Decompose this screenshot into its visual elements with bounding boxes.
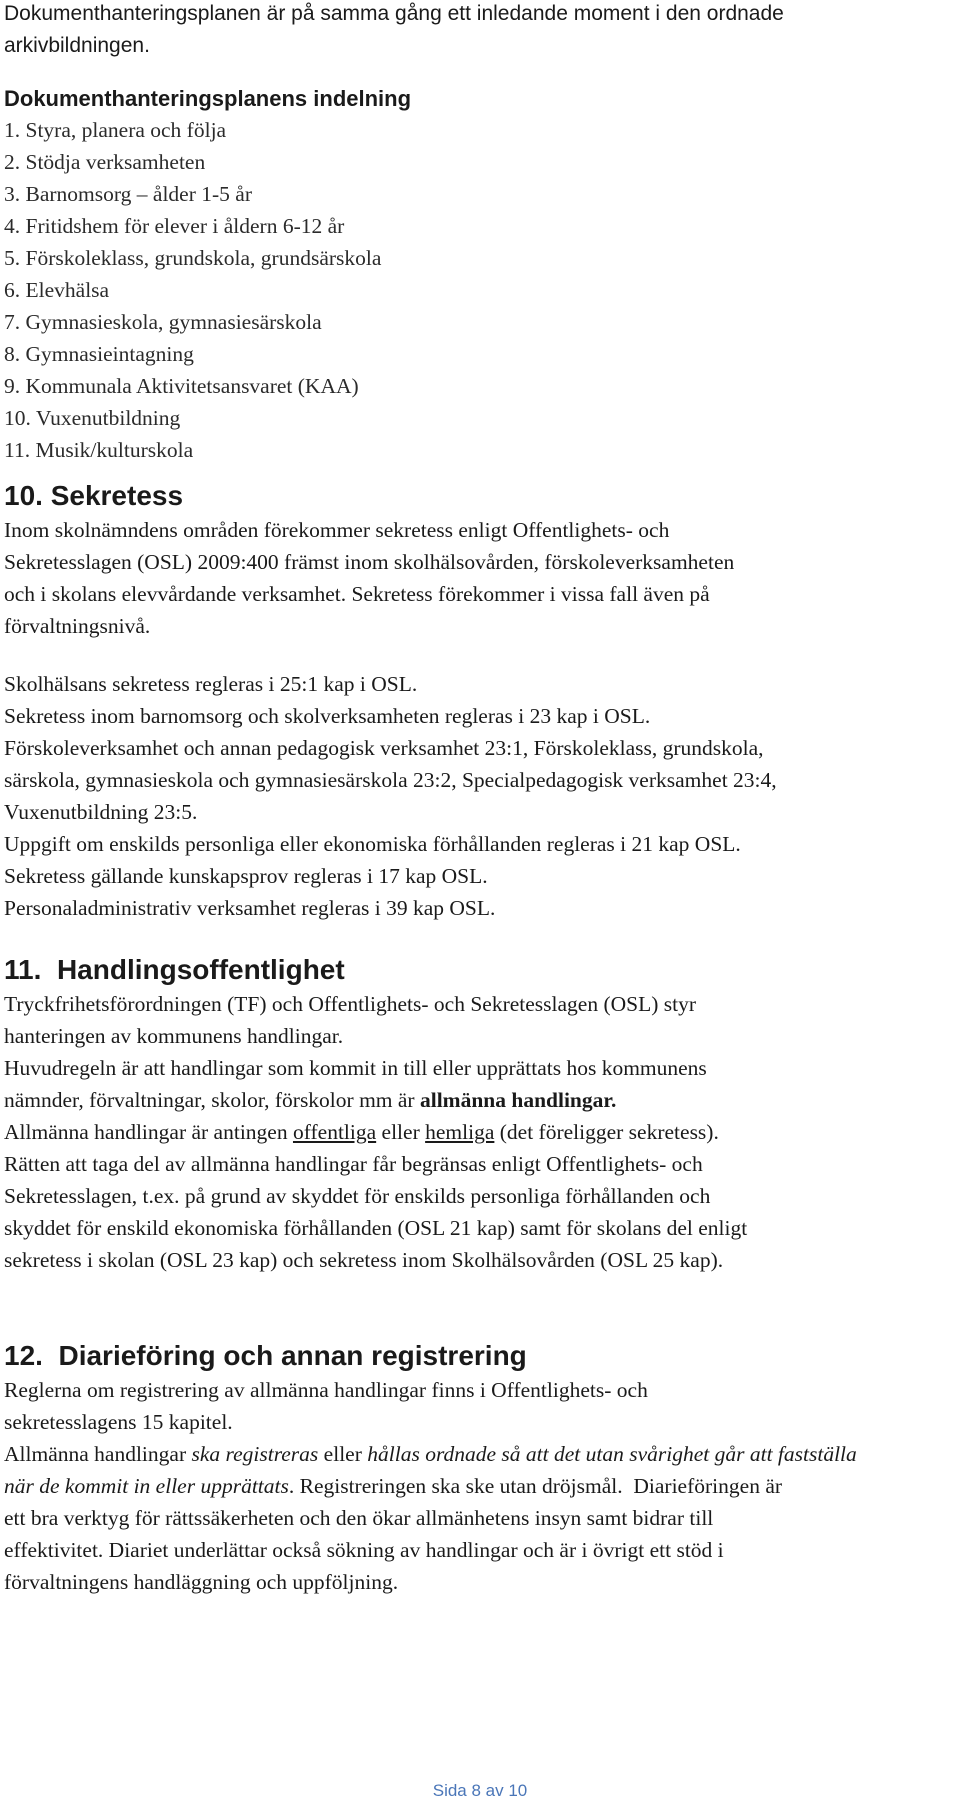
text-run: (det föreligger sekretess). — [494, 1120, 719, 1144]
text-line: Inom skolnämndens områden förekommer sekretess enligt Offentlighets- och — [4, 518, 670, 542]
diarieforing-heading: 12. Diarieföring och annan registrering — [4, 1340, 527, 1371]
text-line: sekretesslagens 15 kapitel. — [4, 1410, 233, 1434]
text-line: särskola, gymnasieskola och gymnasiesärskola 23:2, Specialpedagogisk verksamhet 23:4, — [4, 768, 777, 792]
list-item: 1. Styra, planera och följa — [4, 118, 227, 142]
intro-line: Dokumenthanteringsplanen är på samma gång ett inledande moment i den ordnade — [4, 2, 784, 25]
sekretess-regulations — [4, 668, 958, 924]
bold-term: allmänna handlingar. — [419, 1088, 617, 1112]
text-line: och i skolans elevvårdande verksamhet. Sekretess förekommer i vissa fall även på — [4, 582, 710, 606]
indelning-list — [4, 114, 958, 466]
offentlighet-paragraph — [4, 988, 958, 1276]
text-line: Förskoleverksamhet och annan pedagogisk verksamhet 23:1, Förskoleklass, grundskola, — [4, 736, 764, 760]
text-run: Allmänna handlingar — [4, 1442, 192, 1466]
text-line: hanteringen av kommunens handlingar. — [4, 1024, 344, 1048]
text-run: eller — [318, 1442, 368, 1466]
list-item: 2. Stödja verksamheten — [4, 150, 206, 174]
text-line: Sekretesslagen, t.ex. på grund av skyddet för enskilds personliga förhållanden och — [4, 1184, 711, 1208]
italic-term: hållas ordnade så att det utan svårighet går att fastställa — [367, 1442, 857, 1466]
sekretess-paragraph — [4, 514, 958, 642]
text-line — [4, 1116, 958, 1148]
text-line: effektivitet. Diariet underlättar också sökning av handlingar och är i övrigt ett stöd i — [4, 1538, 724, 1562]
text-line: Sekretess gällande kunskapsprov regleras i 17 kap OSL. — [4, 864, 488, 888]
text-line: Rätten att taga del av allmänna handlingar får begränsas enligt Offentlighets- och — [4, 1152, 703, 1176]
sekretess-heading: 10. Sekretess — [4, 480, 184, 511]
text-line: Sekretess inom barnomsorg och skolverksamheten regleras i 23 kap i OSL. — [4, 704, 651, 728]
text-run: eller — [376, 1120, 426, 1144]
underlined-term: hemliga — [425, 1120, 495, 1144]
page-content — [4, 0, 958, 1598]
list-item: 7. Gymnasieskola, gymnasiesärskola — [4, 310, 322, 334]
list-item: 6. Elevhälsa — [4, 278, 110, 302]
text-line: Uppgift om enskilds personliga eller ekonomiska förhållanden regleras i 21 kap OSL. — [4, 832, 741, 856]
text-line: Skolhälsans sekretess regleras i 25:1 kap i OSL. — [4, 672, 418, 696]
text-line — [4, 1438, 958, 1470]
list-item: 8. Gymnasieintagning — [4, 342, 194, 366]
text-line: ett bra verktyg för rättssäkerheten och den ökar allmänhetens insyn samt bidrar till — [4, 1506, 714, 1530]
underlined-term: offentliga — [292, 1120, 377, 1144]
page-number: Sida 8 av 10 — [432, 1781, 528, 1800]
text-run: nämnder, förvaltningar, skolor, förskolor mm är — [4, 1088, 420, 1112]
text-line: förvaltningsnivå. — [4, 614, 151, 638]
text-line: Personaladministrativ verksamhet regleras i 39 kap OSL. — [4, 896, 496, 920]
text-line: Huvudregeln är att handlingar som kommit in till eller upprättats hos kommunens — [4, 1056, 707, 1080]
text-line: förvaltningens handläggning och uppföljning. — [4, 1570, 399, 1594]
list-item: 4. Fritidshem för elever i åldern 6-12 år — [4, 214, 345, 238]
text-line: Sekretesslagen (OSL) 2009:400 främst inom skolhälsovården, förskoleverksamheten — [4, 550, 735, 574]
intro-line: arkivbildningen. — [4, 34, 150, 57]
list-item: 9. Kommunala Aktivitetsansvaret (KAA) — [4, 374, 359, 398]
text-run: Allmänna handlingar är antingen — [4, 1120, 293, 1144]
diarieforing-paragraph — [4, 1374, 958, 1598]
indelning-heading: Dokumenthanteringsplanens indelning — [4, 86, 412, 111]
text-run: . Registreringen ska ske utan dröjsmål. Diarieföringen är — [288, 1474, 783, 1498]
offentlighet-heading: 11. Handlingsoffentlighet — [4, 954, 345, 985]
list-item: 3. Barnomsorg – ålder 1-5 år — [4, 182, 252, 206]
text-line: Reglerna om registrering av allmänna handlingar finns i Offentlighets- och — [4, 1378, 648, 1402]
text-line: sekretess i skolan (OSL 23 kap) och sekretess inom Skolhälsovården (OSL 25 kap). — [4, 1248, 724, 1272]
italic-term: när de kommit in eller upprättats — [4, 1474, 289, 1498]
text-line: Vuxenutbildning 23:5. — [4, 800, 198, 824]
list-item: 10. Vuxenutbildning — [4, 406, 181, 430]
list-item: 5. Förskoleklass, grundskola, grundsärskola — [4, 246, 382, 270]
text-line: skyddet för enskild ekonomiska förhållanden (OSL 21 kap) samt för skolans del enligt — [4, 1216, 748, 1240]
text-line: Tryckfrihetsförordningen (TF) och Offentlighets- och Sekretesslagen (OSL) styr — [4, 992, 697, 1016]
text-line — [4, 1084, 958, 1116]
italic-term: ska registreras — [191, 1442, 319, 1466]
text-line — [4, 1470, 958, 1502]
list-item: 11. Musik/kulturskola — [4, 438, 194, 462]
